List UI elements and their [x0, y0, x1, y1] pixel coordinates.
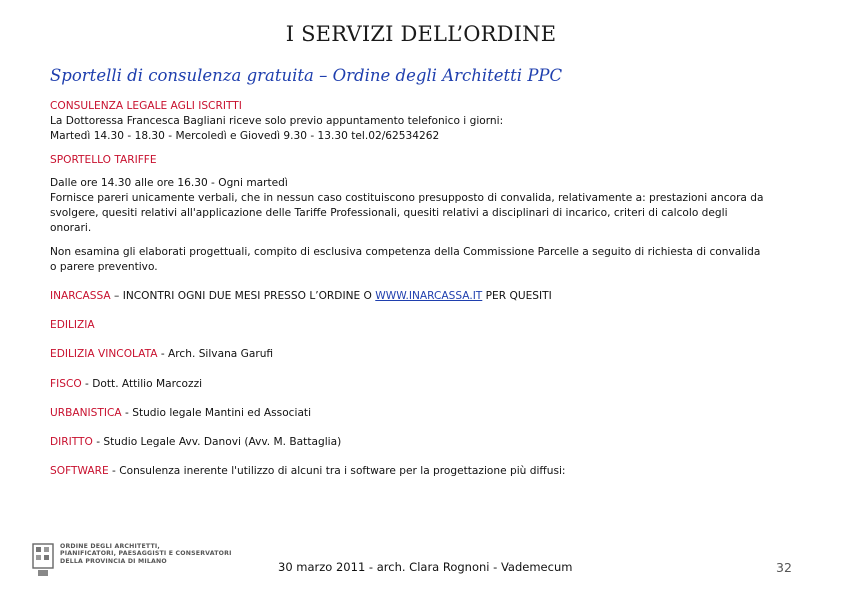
inarcassa-line: [50, 289, 770, 304]
edilizia-label: EDILIZIA: [50, 319, 95, 332]
legal-consultation-heading: CONSULENZA LEGALE AGLI ISCRITTI: [50, 100, 242, 112]
logo-line-1: ORDINE DEGLI ARCHITETTI,: [60, 543, 160, 550]
order-emblem-icon: [32, 543, 54, 577]
fisco-label: FISCO: [50, 377, 82, 390]
tariffe-description: Fornisce pareri unicamente verbali, che in nessun caso costituiscono presupposto di convalida, relativamente a: prestazioni ancora da svolgere, quesiti relativi all'applicazione delle Tariffe Professionali, quesiti relativi a disciplinari di incarico, criteri di calcolo degli onorari.: [50, 192, 764, 235]
edilizia-vincolata-line: [50, 347, 770, 362]
tariffe-heading: SPORTELLO TARIFFE: [50, 153, 157, 166]
tariffe-note: Non esamina gli elaborati progettuali, compito di esclusiva competenza della Commissione Parcelle a seguito di richiesta di convalida o parere preventivo.: [50, 245, 761, 273]
edilizia-line: [50, 318, 770, 333]
logo-line-3: DELLA PROVINCIA DI MILANO: [60, 557, 167, 565]
edilizia-vincolata-label: EDILIZIA VINCOLATA: [50, 348, 158, 361]
logo-line-2: PIANIFICATORI, PAESAGGISTI E CONSERVATORI: [60, 550, 232, 558]
software-line: [50, 464, 770, 479]
diritto-label: DIRITTO: [50, 436, 93, 449]
services-content: [50, 99, 770, 479]
fisco-line: [50, 377, 770, 392]
order-logo: [32, 541, 244, 581]
page-subtitle: Sportelli di consulenza gratuita – Ordine degli Architetti PPC: [50, 66, 563, 85]
order-logo-text: [60, 543, 232, 565]
inarcassa-after: PER QUESITI: [482, 290, 552, 303]
edilizia-vincolata-text: - Arch. Silvana Garufi: [157, 348, 274, 361]
urbanistica-line: [50, 406, 770, 421]
inarcassa-label: INARCASSA: [50, 290, 111, 303]
page-title: I SERVIZI DELL’ORDINE: [285, 22, 557, 46]
diritto-text: - Studio Legale Avv. Danovi (Avv. M. Battaglia): [92, 436, 342, 449]
diritto-line: [50, 435, 770, 450]
tariffe-hours: Dalle ore 14.30 alle ore 16.30 - Ogni martedì: [50, 176, 288, 189]
inarcassa-text: – INCONTRI OGNI DUE MESI PRESSO L’ORDINE O: [110, 290, 376, 303]
page-number: 32: [776, 560, 792, 575]
urbanistica-text: - Studio legale Mantini ed Associati: [121, 406, 312, 419]
software-label: SOFTWARE: [50, 465, 109, 478]
fisco-text: - Dott. Attilio Marcozzi: [81, 377, 203, 390]
legal-consultation-line2: Martedì 14.30 - 18.30 - Mercoledì e Giovedì 9.30 - 13.30 tel.02/62534262: [50, 130, 440, 143]
footer-text: 30 marzo 2011 - arch. Clara Rognoni - Vademecum: [278, 560, 573, 574]
software-text: - Consulenza inerente l'utilizzo di alcuni tra i software per la progettazione più diffusi:: [108, 465, 566, 478]
urbanistica-label: URBANISTICA: [50, 406, 122, 419]
legal-consultation-line1: La Dottoressa Francesca Bagliani riceve solo previo appuntamento telefonico i giorni:: [50, 115, 504, 128]
inarcassa-link[interactable]: WWW.INARCASSA.IT: [375, 290, 483, 303]
